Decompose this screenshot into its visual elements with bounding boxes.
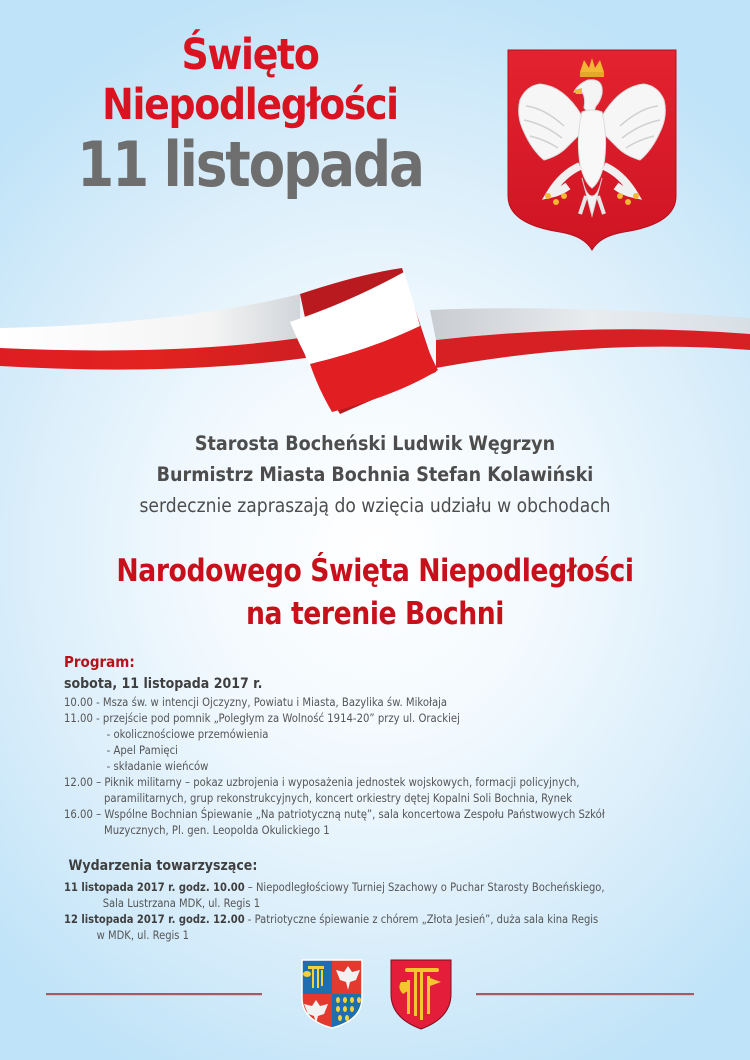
program-row: 12.00 – Piknik militarny – pokaz uzbrojenia i wyposażenia jednostek wojskowych, formacji policyjnych, — [64, 775, 580, 789]
host-burmistrz: Burmistrz Miasta Bochnia Stefan Kolawiński — [156, 463, 594, 486]
footer-divider-left — [46, 993, 262, 995]
side-event-location: Sala Lustrzana MDK, ul. Regis 1 — [102, 896, 261, 910]
program-row: 11.00 - przejście pod pomnik „Poległym za Wolność 1914-20” przy ul. Orackiej — [64, 711, 460, 725]
program-day: sobota, 11 listopada 2017 r. — [64, 676, 263, 692]
program-row: 16.00 – Wspólne Bochnian Śpiewanie „Na patriotyczną nutę”, sala koncertowa Zespołu Państwowych Szkół — [64, 807, 605, 821]
program-subrow: - okolicznościowe przemówienia — [106, 727, 269, 741]
poster-title — [40, 30, 460, 202]
side-event-when: 11 listopada 2017 r. godz. 10.00 — [64, 880, 245, 894]
side-event-when: 12 listopada 2017 r. godz. 12.00 — [64, 912, 245, 926]
event-title-line-2: na terenie Bochni — [245, 596, 505, 632]
side-event-what: – Niepodległościowy Turniej Szachowy o Puchar Starosty Bocheńskiego, — [244, 880, 605, 894]
side-event-location: w MDK, ul. Regis 1 — [96, 928, 190, 942]
program-row-continuation: paramilitarnych, grup rekonstrukcyjnych, koncert orkiestry dętej Kopalni Soli Bochnia, Rynek — [104, 791, 573, 805]
invitation — [0, 428, 750, 521]
title-line-1: Święto — [181, 30, 319, 80]
host-starosta: Starosta Bocheński Ludwik Węgrzyn — [194, 432, 556, 455]
title-line-2: Niepodległości — [102, 80, 398, 130]
polish-eagle-icon — [504, 46, 680, 252]
side-events-heading: Wydarzenia towarzyszące: — [68, 858, 258, 874]
side-events-section — [64, 856, 744, 943]
program-section — [64, 652, 744, 838]
event-title-line-1: Narodowego Święta Niepodległości — [116, 553, 634, 589]
program-row-continuation: Muzycznych, Pl. gen. Leopolda Okulickiego 1 — [104, 823, 330, 837]
city-coat-of-arms-icon — [389, 958, 453, 1030]
program-subrow: - składanie wieńców — [106, 759, 209, 773]
county-coat-of-arms-icon — [300, 958, 364, 1030]
side-event-row — [64, 879, 649, 895]
side-event-what: - Patriotyczne śpiewanie z chórem „Złota Jesień”, duża sala kina Regis — [244, 912, 599, 926]
event-title — [0, 550, 750, 636]
program-row: 10.00 - Msza św. w intencji Ojczyzny, Powiatu i Miasta, Bazylika św. Mikołaja — [64, 695, 448, 709]
footer-divider-right — [476, 993, 694, 995]
invitation-text: serdecznie zapraszają do wzięcia udziału w obchodach — [139, 494, 611, 517]
program-heading: Program: — [64, 653, 135, 671]
program-subrow: - Apel Pamięci — [106, 743, 178, 757]
side-event-row — [64, 911, 649, 927]
flag-ribbon-icon — [0, 262, 750, 422]
title-date: 11 listopada — [77, 128, 423, 201]
